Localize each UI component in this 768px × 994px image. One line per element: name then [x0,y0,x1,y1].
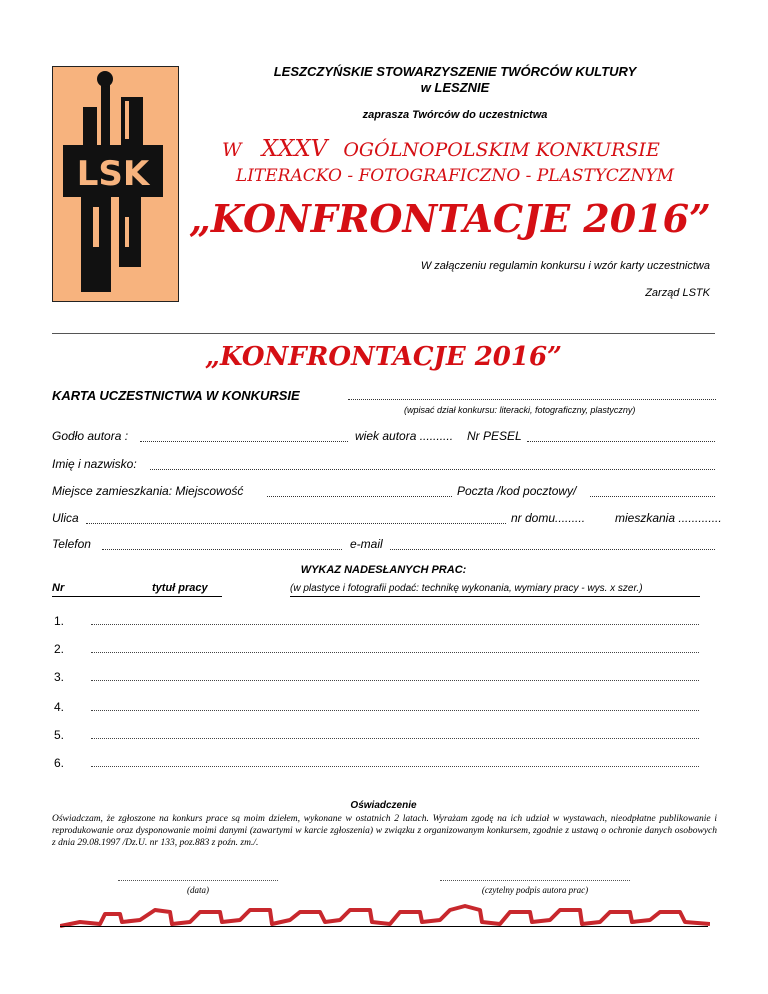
col-hint: (w plastyce i fotografii podać: technikę wykonania, wymiary pracy - wys. x szer.) [290,583,643,594]
motto-label: Godło autora : [52,429,129,443]
row-number: 2. [54,642,65,656]
declaration-text: Oświadczam, że zgłoszone na konkurs prace są moim dziełem, wykonane w ostatnich 2 latach. Wyrażam zgodę na ich udział w wystawach, nieodpłatne publikowanie i reprodukowanie oraz dysponowanie moimi danymi (zawartymi w karcie zgłoszenia) w związku z organizowanym konkursem, zgodnie z ustawą o ochronie danych osobowych z dnia 29.08.1997 /Dz.U. nr 133, poz.883 z poźn. zm./. [52,814,717,848]
name-label: Imię i nazwisko: [52,457,137,471]
name-field[interactable] [150,469,715,470]
logo-graphic [53,67,178,301]
phone-label: Telefon [52,537,91,551]
contest-name-2: LITERACKO - FOTOGRAFICZNO - PLASTYCZNYM [235,166,675,186]
row-number: 3. [54,670,65,684]
motto-field[interactable] [140,441,348,442]
city-field[interactable] [267,496,452,497]
contest-number: XXXV [261,136,328,162]
work-entry-1[interactable] [91,624,699,625]
age-label: wiek autora .......... [355,429,454,443]
form-title: „KONFRONTACJE 2016” [204,342,563,372]
contest-name-1: OGÓLNOPOLSKIM KONKURSIE [343,139,660,161]
house-label: nr domu......... [511,511,586,525]
hint-underline [290,596,700,597]
org-city: w LESZNIE [420,80,490,95]
phone-field[interactable] [102,549,342,550]
street-field[interactable] [86,523,506,524]
org-name: LESZCZYŃSKIE STOWARZYSZENIE TWÓRCÓW KULTURY [273,64,637,79]
col-nr: Nr [52,582,65,594]
email-field[interactable] [390,549,715,550]
street-label: Ulica [52,511,79,525]
svg-text:LSK: LSK [76,154,150,194]
attachment-note: W załączeniu regulamin konkursu i wzór karty uczestnictwa [420,260,710,272]
contest-title: „KONFRONTACJE 2016” [189,196,711,241]
post-label: Poczta /kod pocztowy/ [457,484,577,498]
contest-w: W [222,139,242,161]
section-input[interactable] [348,399,716,400]
date-label: (data) [187,885,209,895]
post-field[interactable] [590,496,715,497]
card-label: KARTA UCZESTNICTWA W KONKURSIE [52,388,300,403]
date-field[interactable] [118,880,278,881]
work-entry-4[interactable] [91,710,699,711]
row-number: 1. [54,614,65,628]
work-entry-6[interactable] [91,766,699,767]
lstk-logo [52,66,179,302]
work-entry-3[interactable] [91,680,699,681]
pesel-field[interactable] [527,441,715,442]
header-underline [52,596,222,597]
city-label: Miejsce zamieszkania: Miejscowość [52,484,244,498]
divider [52,333,715,334]
work-entry-5[interactable] [91,738,699,739]
signature-label: (czytelny podpis autora prac) [481,885,589,895]
declaration-heading: Oświadczenie [350,800,417,811]
bottom-rule [60,926,708,927]
col-title: tytuł pracy [152,582,208,594]
row-number: 5. [54,728,65,742]
works-heading: WYKAZ NADESŁANYCH PRAC: [300,564,467,576]
pesel-label: Nr PESEL [467,429,522,443]
signature-field[interactable] [440,880,630,881]
work-entry-2[interactable] [91,652,699,653]
card-hint: (wpisać dział konkursu: literacki, fotograficzny, plastyczny) [404,405,636,415]
contest-line-1 [222,136,702,162]
email-label: e-mail [350,537,383,551]
flat-label: mieszkania ............. [615,511,722,525]
row-number: 4. [54,700,65,714]
invite-text: zaprasza Twórców do uczestnictwa [362,109,548,121]
board-signature: Zarząd LSTK [645,287,710,299]
row-number: 6. [54,756,65,770]
